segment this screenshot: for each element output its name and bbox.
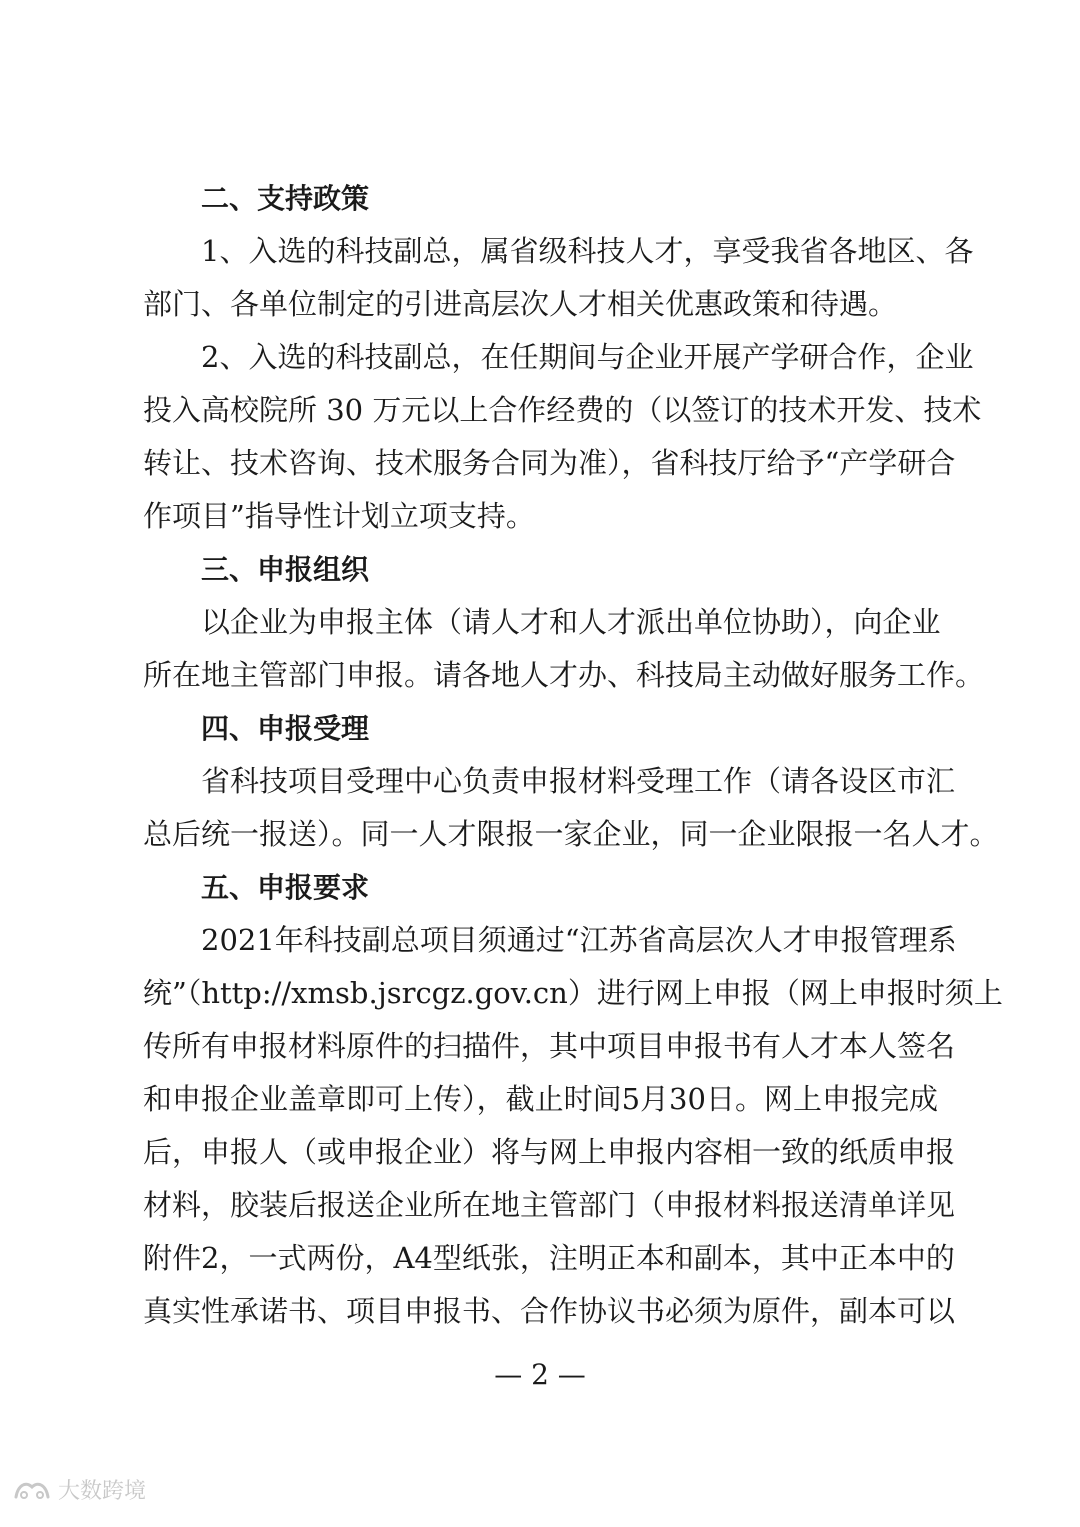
- section-heading: 四、申报受理: [201, 712, 370, 745]
- section-heading: 三、申报组织: [201, 553, 370, 586]
- document-body: [143, 172, 1003, 1338]
- page-number: — 2 —: [494, 1358, 586, 1391]
- paragraph-line: 材料，胶装后报送企业所在地主管部门（申报材料报送清单详见: [143, 1188, 956, 1222]
- paragraph-line: 1、入选的科技副总，属省级科技人才，享受我省各地区、各: [201, 234, 974, 268]
- paragraph-line: 和申报企业盖章即可上传），截止时间5月30日。网上申报完成: [143, 1082, 938, 1116]
- paragraph-line: 所在地主管部门申报。请各地人才办、科技局主动做好服务工作。: [143, 658, 985, 692]
- paragraph-line: 投入高校院所 30 万元以上合作经费的（以签订的技术开发、技术: [143, 393, 982, 427]
- paragraph-line: 作项目”指导性计划立项支持。: [143, 499, 535, 533]
- watermark-text: 大数跨境: [58, 1479, 147, 1504]
- paragraph-line: 省科技项目受理中心负责申报材料受理工作（请各设区市汇: [201, 764, 956, 798]
- paragraph-line: 转让、技术咨询、技术服务合同为准），省科技厅给予“产学研合: [143, 446, 956, 480]
- paragraph-line: 后，申报人（或申报企业）将与网上申报内容相一致的纸质申报: [143, 1135, 956, 1169]
- section-heading: 五、申报要求: [201, 871, 370, 904]
- paragraph-line: 2021年科技副总项目须通过“江苏省高层次人才申报管理系: [201, 923, 957, 957]
- paragraph-line: 部门、各单位制定的引进高层次人才相关优惠政策和待遇。: [143, 287, 898, 321]
- paragraph-line: 附件2，一式两份，A4型纸张，注明正本和副本，其中正本中的: [143, 1241, 955, 1275]
- paragraph-line: 统”（http://xmsb.jsrcgz.gov.cn）进行网上申报（网上申报时须上: [143, 976, 1003, 1010]
- paragraph-line: 传所有申报材料原件的扫描件，其中项目申报书有人才本人签名: [143, 1029, 956, 1063]
- watermark-logo-icon: [12, 1477, 52, 1503]
- watermark: [12, 1474, 146, 1505]
- section-heading: 二、支持政策: [201, 182, 370, 215]
- paragraph-line: 真实性承诺书、项目申报书、合作协议书必须为原件，副本可以: [143, 1294, 956, 1328]
- paragraph-line: 总后统一报送）。同一人才限报一家企业，同一企业限报一名人才。: [143, 817, 999, 851]
- paragraph-line: 2、入选的科技副总，在任期间与企业开展产学研合作，企业: [201, 340, 974, 374]
- paragraph-line: 以企业为申报主体（请人才和人才派出单位协助），向企业: [201, 605, 941, 639]
